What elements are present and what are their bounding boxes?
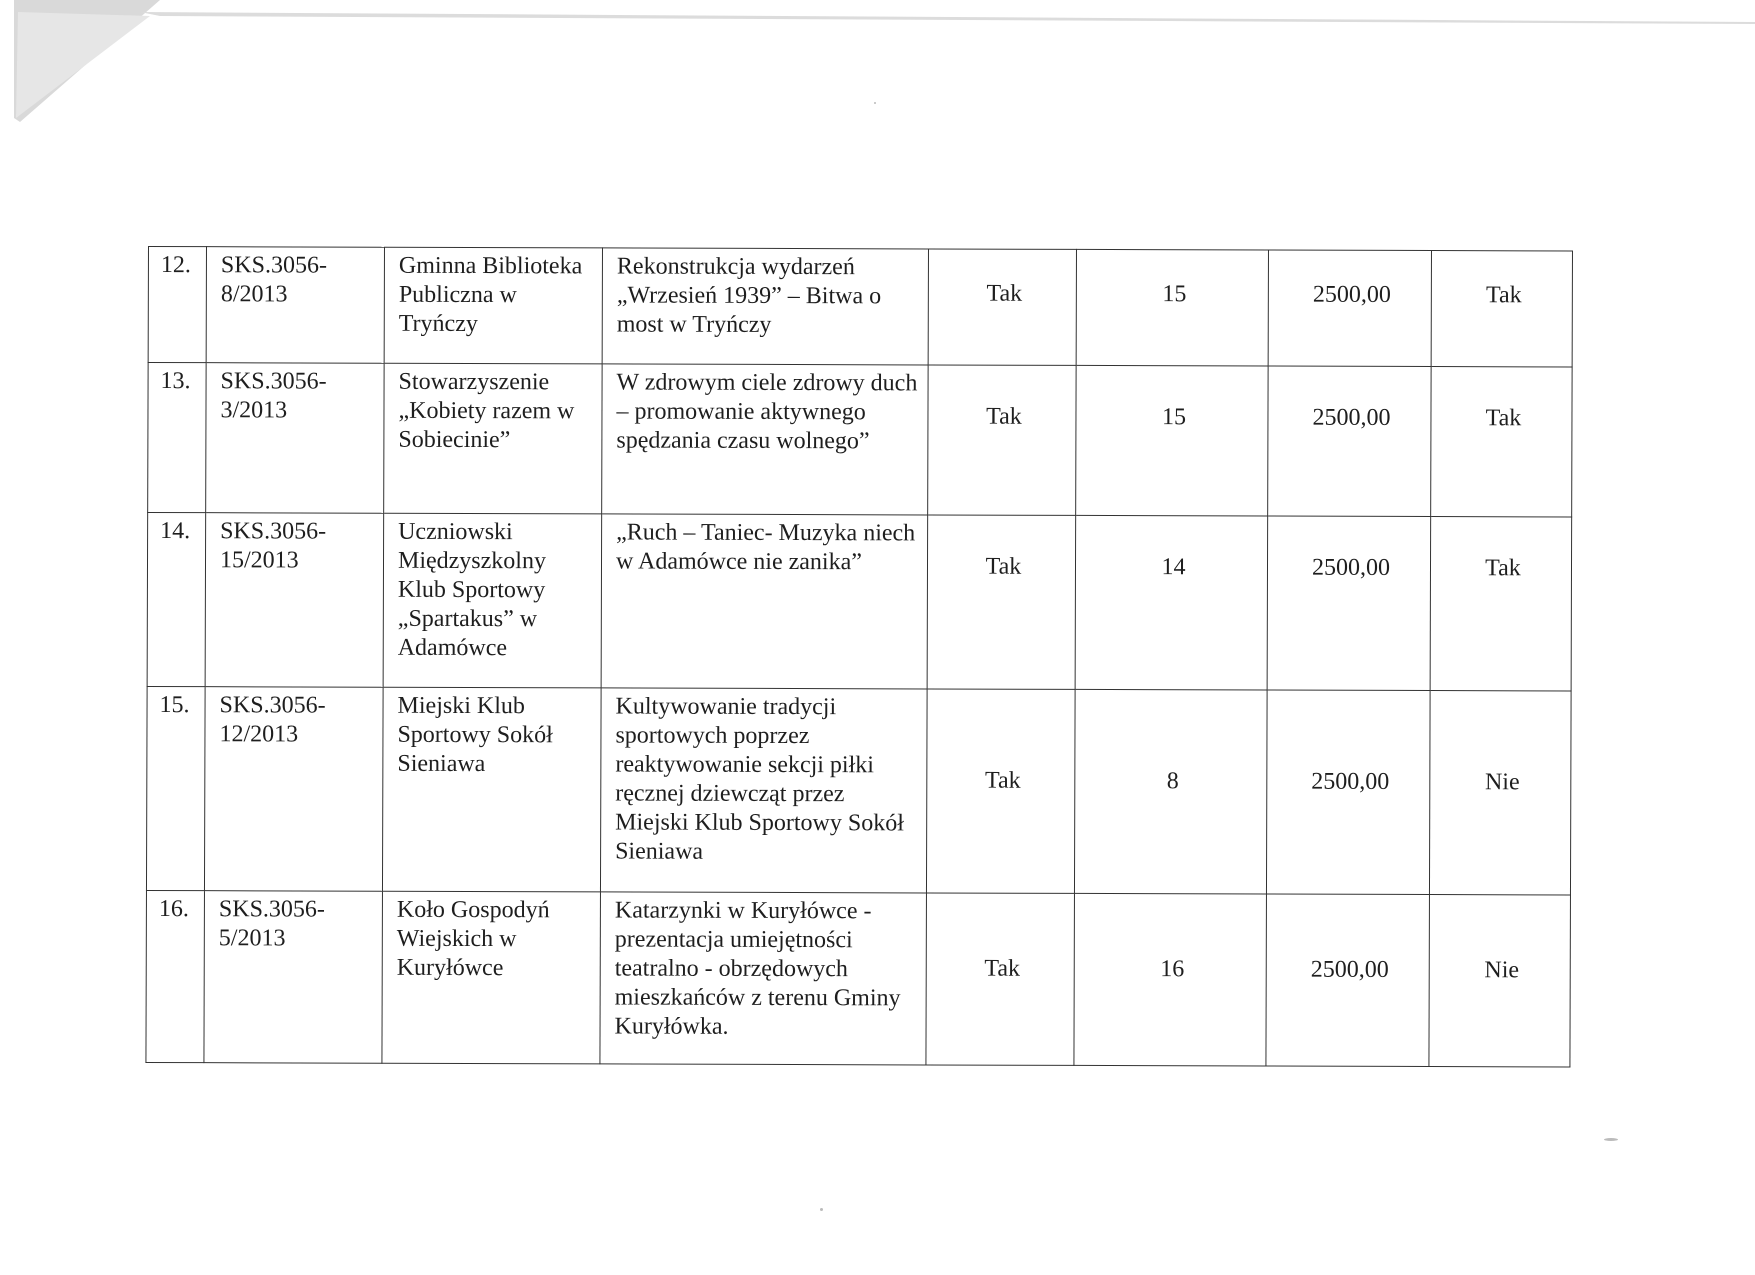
cell-zadanie: W zdrowym ciele zdrowy duch – promowanie aktywnego spędzania czasu wolnego” bbox=[602, 364, 928, 515]
table-row bbox=[146, 686, 1571, 894]
cell-decyzja: Tak bbox=[1430, 517, 1572, 691]
cell-lp: 12. bbox=[148, 247, 206, 363]
cell-lp: 15. bbox=[146, 686, 205, 890]
cell-punkty: 16 bbox=[1074, 893, 1267, 1066]
cell-wymogi: Tak bbox=[928, 365, 1076, 515]
cell-wymogi: Tak bbox=[928, 249, 1076, 365]
cell-lp: 13. bbox=[148, 363, 206, 513]
table-row bbox=[148, 363, 1572, 517]
cell-wymogi: Tak bbox=[926, 893, 1075, 1065]
data-table bbox=[145, 246, 1573, 1067]
cell-kwota: 2500,00 bbox=[1267, 516, 1431, 691]
cell-decyzja: Tak bbox=[1431, 251, 1572, 367]
cell-podmiot: Koło Gospodyń Wiejskich w Kuryłówce bbox=[382, 891, 601, 1064]
cell-podmiot: Uczniowski Międzyszkolny Klub Sportowy „Spartakus” w Adamówce bbox=[383, 513, 602, 688]
cell-kwota: 2500,00 bbox=[1266, 894, 1430, 1067]
cell-sygnatura: SKS.3056- 3/2013 bbox=[206, 363, 384, 514]
cell-decyzja: Nie bbox=[1429, 895, 1571, 1067]
cell-zadanie: Katarzynki w Kuryłówce - prezentacja umiejętności teatralno - obrzędowych mieszkańców z terenu Gminy Kuryłówka. bbox=[600, 892, 927, 1065]
cell-zadanie: „Ruch – Taniec- Muzyka niech w Adamówce nie zanika” bbox=[601, 514, 928, 689]
cell-zadanie: Rekonstrukcja wydarzeń „Wrzesień 1939” – Bitwa o most w Tryńczy bbox=[602, 248, 928, 365]
cell-sygnatura: SKS.3056- 8/2013 bbox=[206, 247, 384, 364]
cell-lp: 14. bbox=[147, 513, 206, 687]
scan-speck bbox=[820, 1208, 823, 1211]
cell-wymogi: Tak bbox=[927, 515, 1076, 689]
cell-sygnatura: SKS.3056- 5/2013 bbox=[204, 891, 383, 1064]
table-row bbox=[146, 890, 1571, 1066]
cell-kwota: 2500,00 bbox=[1268, 250, 1431, 367]
cell-zadanie: Kultywowanie tradycji sportowych poprzez reaktywowanie sekcji piłki ręcznej dziewcząt przez Miejski Klub Sportowy Sokół Sieniawa bbox=[600, 688, 927, 893]
cell-sygnatura: SKS.3056- 15/2013 bbox=[205, 513, 384, 688]
cell-podmiot: Gminna Biblioteka Publiczna w Tryńczy bbox=[384, 247, 602, 364]
cell-punkty: 14 bbox=[1075, 515, 1268, 690]
table-row bbox=[147, 513, 1572, 691]
cell-wymogi: Tak bbox=[926, 689, 1075, 893]
scan-shadow-corner bbox=[0, 0, 1755, 140]
scan-speck bbox=[1604, 1138, 1618, 1141]
cell-podmiot: Miejski Klub Sportowy Sokół Sieniawa bbox=[382, 687, 601, 892]
scan-speck bbox=[874, 102, 876, 104]
cell-punkty: 8 bbox=[1074, 689, 1267, 894]
cell-punkty: 15 bbox=[1076, 365, 1268, 516]
cell-lp: 16. bbox=[146, 890, 205, 1062]
cell-kwota: 2500,00 bbox=[1268, 366, 1431, 517]
table-row bbox=[148, 247, 1572, 367]
cell-decyzja: Nie bbox=[1429, 691, 1571, 895]
cell-kwota: 2500,00 bbox=[1266, 690, 1430, 895]
cell-decyzja: Tak bbox=[1431, 367, 1572, 517]
cell-sygnatura: SKS.3056- 12/2013 bbox=[204, 687, 383, 892]
cell-podmiot: Stowarzyszenie „Kobiety razem w Sobiecinie” bbox=[384, 363, 602, 514]
cell-punkty: 15 bbox=[1076, 249, 1268, 366]
